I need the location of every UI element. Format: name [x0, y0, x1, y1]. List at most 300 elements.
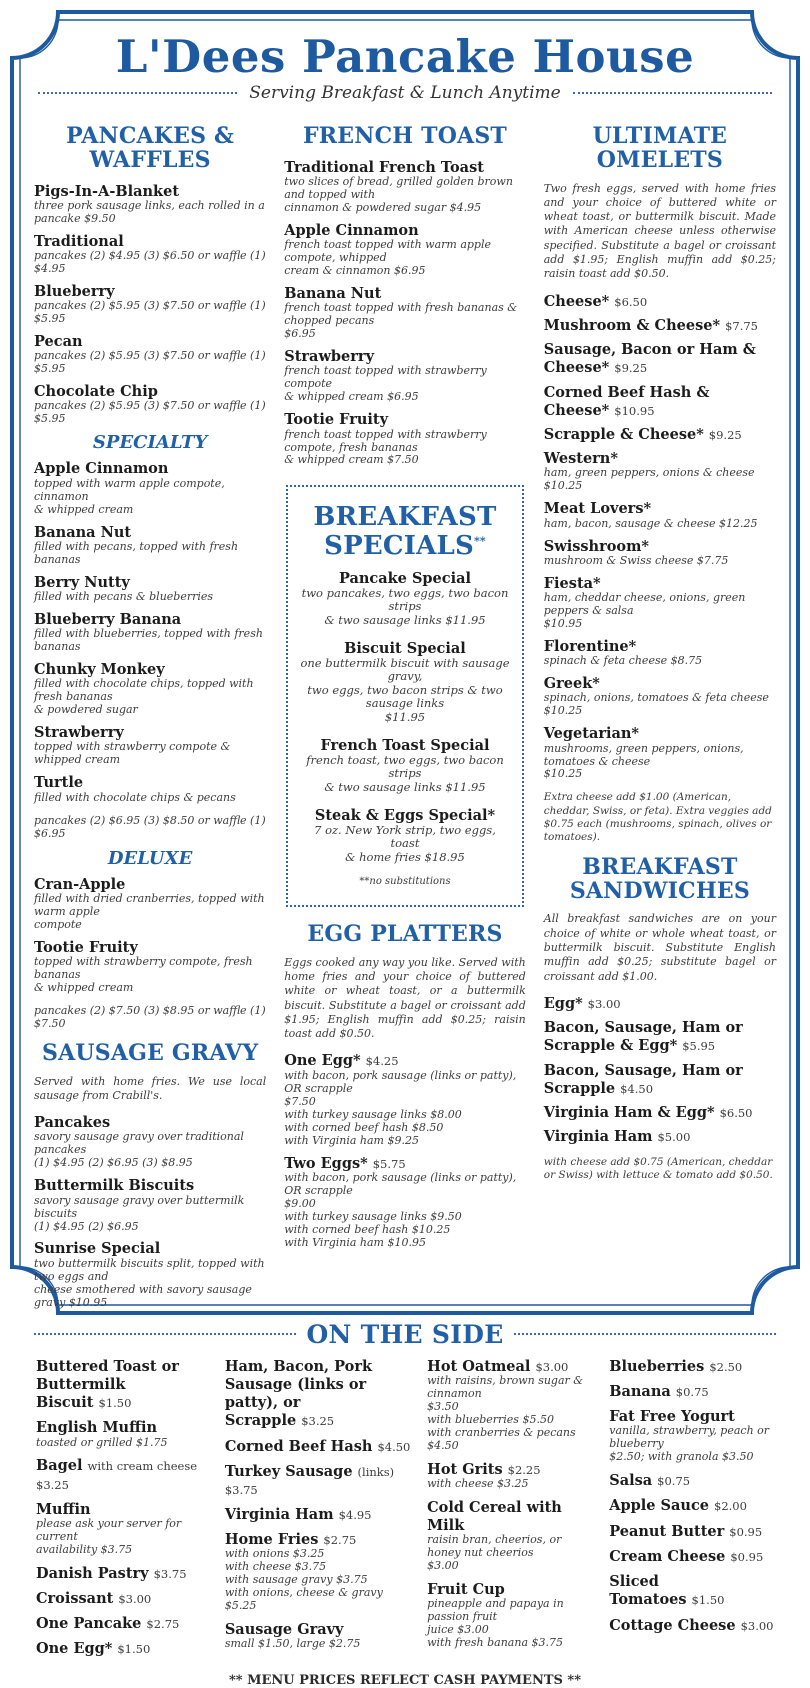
- item-name: Bacon, Sausage, Ham or Scrapple: [543, 1061, 743, 1097]
- item-name: Steak & Eggs Special*: [314, 806, 496, 824]
- menu-item: [609, 1357, 774, 1375]
- item-head: [284, 1154, 526, 1172]
- menu-item: [34, 523, 266, 567]
- item-description: topped with warm apple compote, cinnamon: [34, 476, 225, 503]
- item-price: $6.50: [719, 1106, 753, 1121]
- item-head: [609, 1471, 774, 1489]
- item-name: French Toast Special: [320, 736, 490, 754]
- section-intro: All breakfast sandwiches are on your choice of white or whole wheat toast, or buttermilk biscuit. Substitute English muffin add $0.25; substitute bagel or croissant add $1.00.: [543, 912, 776, 983]
- item-description: & two sausage links $11.95: [324, 612, 486, 627]
- item-price: $1.50: [691, 1593, 725, 1608]
- item-price: $3.00: [587, 996, 621, 1011]
- side-column-1: [36, 1357, 211, 1665]
- item-price: $3.25: [301, 1414, 335, 1429]
- menu-item: [609, 1572, 774, 1608]
- menu-item: [36, 1564, 211, 1582]
- item-head: [36, 1357, 211, 1412]
- section-note: pancakes (2) $6.95 (3) $8.50 or waffle (1) $6.95: [34, 813, 266, 840]
- item-head: [34, 875, 266, 893]
- item-head: [300, 569, 510, 587]
- item-head: [34, 1239, 266, 1257]
- menu-item: [427, 1357, 595, 1453]
- menu-item: [36, 1589, 211, 1607]
- menu-section-breakfast-sandwiches: [543, 853, 776, 1182]
- item-price: $3.00: [535, 1359, 569, 1374]
- menu-item: [544, 1103, 776, 1121]
- item-head: [284, 221, 526, 239]
- item-head: [544, 1127, 776, 1145]
- menu-section-breakfast-specials: [286, 485, 524, 906]
- item-price: $4.25: [365, 1054, 399, 1069]
- item-name: Traditional: [34, 232, 124, 250]
- item-name: Apple Cinnamon: [34, 460, 169, 478]
- item-head: [34, 459, 266, 477]
- item-description: cheese smothered with savory sausage gravy $10.95: [34, 1282, 252, 1309]
- item-head: [36, 1589, 211, 1607]
- item-head: [225, 1620, 413, 1638]
- item-name: Western*: [543, 450, 618, 468]
- item-description: mushrooms, green peppers, onions, tomatoes & cheese: [543, 741, 744, 768]
- side-column-4: [609, 1357, 774, 1665]
- menu-item: [300, 736, 510, 795]
- item-head: [427, 1580, 595, 1598]
- item-name: Corned Beef Hash & Cheese*: [543, 383, 710, 419]
- item-description: french toast topped with strawberry compote, fresh bananas: [284, 427, 487, 454]
- item-description: ham, green peppers, onions & cheese $10.25: [543, 466, 755, 493]
- item-name: Sausage, Bacon or Ham & Cheese*: [543, 341, 756, 377]
- item-description: filled with pecans, topped with fresh bananas: [34, 539, 239, 566]
- item-description: with Virginia ham $9.25: [284, 1133, 419, 1147]
- menu-item: [36, 1418, 211, 1449]
- menu-item: [427, 1580, 595, 1650]
- menu-column-right: [544, 113, 776, 1316]
- menu-item: [34, 1239, 266, 1309]
- menu-section-ultimate-omelets: [544, 125, 776, 844]
- item-head: [34, 332, 266, 350]
- item-description: cream & cinnamon $6.95: [284, 264, 426, 278]
- item-price: $3.00: [740, 1618, 774, 1633]
- item-head: [544, 537, 776, 555]
- menu-item: [34, 332, 266, 376]
- dotted-rule-left: [34, 1333, 296, 1335]
- item-head: [225, 1505, 413, 1523]
- item-head: [34, 610, 266, 628]
- menu-item: [34, 573, 266, 604]
- item-price: $7.75: [725, 318, 759, 333]
- item-description: $3.50: [427, 1399, 459, 1413]
- item-head: [34, 282, 266, 300]
- menu-item: [300, 639, 510, 725]
- menu-item: [544, 724, 776, 781]
- item-description: availability $3.75: [36, 1542, 133, 1556]
- item-name: Ham, Bacon, Pork Sausage (links or patty), or Scrapple: [224, 1357, 373, 1430]
- item-name: Pancake Special: [338, 569, 472, 587]
- item-description: vanilla, strawberry, peach or blueberry: [609, 1424, 770, 1451]
- menu-item: [544, 1127, 776, 1145]
- item-description: topped with strawberry compote, fresh bananas: [34, 954, 253, 981]
- item-head: [609, 1522, 774, 1540]
- item-description: two eggs, two bacon strips & two sausage links: [307, 682, 503, 711]
- item-description: $7.50: [284, 1094, 316, 1108]
- item-description: juice $3.00: [427, 1623, 489, 1637]
- menu-item: [427, 1460, 595, 1491]
- item-name: Sausage Gravy: [224, 1621, 344, 1639]
- section-heading: SAUSAGE GRAVY: [42, 1039, 259, 1066]
- menu-item: [284, 284, 526, 341]
- item-description: filled with dried cranberries, topped with warm apple: [34, 891, 265, 918]
- item-head: [36, 1500, 211, 1518]
- menu-item: [544, 449, 776, 493]
- on-the-side-title-row: [34, 1320, 776, 1349]
- item-name: Cottage Cheese: [609, 1616, 736, 1634]
- item-name: Fruit Cup: [427, 1581, 505, 1599]
- item-description: filled with chocolate chips, topped with fresh bananas: [34, 677, 254, 704]
- section-footnote: **no substitutions: [359, 876, 451, 888]
- menu-section-pancakes-waffles: [34, 125, 266, 426]
- item-head: [609, 1407, 774, 1425]
- section-heading: EGG PLATTERS: [307, 920, 503, 947]
- item-price: (links) $3.75: [224, 1464, 395, 1497]
- item-name: Pancakes: [34, 1114, 111, 1132]
- item-name: Virginia Ham: [224, 1505, 334, 1523]
- item-name: Florentine*: [543, 637, 637, 655]
- item-head: [609, 1357, 774, 1375]
- item-head: [284, 347, 526, 365]
- menu-item: [544, 340, 776, 376]
- item-price: $10.95: [614, 403, 655, 418]
- item-head: [544, 499, 776, 517]
- item-head: [34, 1113, 266, 1131]
- item-name: One Egg*: [36, 1640, 113, 1658]
- item-name: Cold Cereal with Milk: [427, 1498, 562, 1535]
- item-name: Peanut Butter: [609, 1522, 725, 1540]
- item-price: $0.95: [730, 1549, 764, 1564]
- page-title: L'Dees Pancake House: [115, 30, 695, 83]
- item-name: Pecan: [34, 333, 83, 351]
- item-head: [284, 284, 526, 302]
- item-head: [609, 1382, 774, 1400]
- item-description: with sausage gravy $3.75: [224, 1573, 368, 1587]
- item-description: & whipped cream $6.95: [284, 390, 419, 404]
- item-head: [34, 660, 266, 678]
- item-price: $3.00: [118, 1592, 152, 1606]
- item-head: [34, 723, 266, 741]
- item-head: [225, 1530, 413, 1548]
- item-description: french toast, two eggs, two bacon strips: [306, 752, 504, 781]
- section-footnote: with cheese add $0.75 (American, cheddar or Swiss) with lettuce & tomato add $0.50.: [543, 1155, 773, 1181]
- item-description: raisin bran, cheerios, or honey nut cheerios: [427, 1533, 562, 1560]
- menu-item: [544, 674, 776, 718]
- menu-item: [34, 1113, 266, 1170]
- menu-item: [225, 1357, 413, 1430]
- item-description: please ask your server for current: [36, 1516, 182, 1543]
- item-description: two buttermilk biscuits split, topped with two eggs and: [34, 1256, 265, 1283]
- item-description: 7 oz. New York strip, two eggs, toast: [314, 822, 496, 851]
- item-description: (1) $4.95 (2) $6.95: [34, 1219, 139, 1233]
- item-head: [609, 1496, 774, 1514]
- menu-item: [609, 1547, 774, 1565]
- item-name: Croissant: [36, 1590, 114, 1607]
- section-heading: BREAKFAST SPECIALS**: [313, 502, 497, 561]
- menu-item: [34, 232, 266, 276]
- menu-item: [284, 410, 526, 467]
- item-description: topped with strawberry compote & whipped cream: [34, 740, 231, 767]
- item-head: [609, 1572, 774, 1608]
- item-name: Banana Nut: [284, 285, 382, 303]
- section-intro: Served with home fries. We use local sausage from Crabill's.: [34, 1074, 267, 1102]
- item-head: [544, 1103, 776, 1121]
- item-description: with bacon, pork sausage (links or patty), OR scrapple: [284, 1170, 517, 1197]
- item-description: french toast topped with warm apple compote, whipped: [284, 238, 491, 265]
- item-head: [544, 292, 776, 310]
- item-name: Strawberry: [34, 724, 124, 742]
- item-name: Berry Nutty: [34, 573, 130, 591]
- item-description: ham, cheddar cheese, onions, green peppers & salsa: [543, 591, 746, 617]
- item-name: Hot Grits: [427, 1460, 503, 1478]
- item-description: (1) $4.95 (2) $6.95 (3) $8.95: [34, 1156, 193, 1170]
- menu-item: [34, 382, 266, 426]
- item-description: two pancakes, two eggs, two bacon strips: [301, 585, 509, 614]
- item-name: Fiesta*: [543, 574, 601, 592]
- item-description: filled with pecans & blueberries: [34, 589, 214, 603]
- item-description: & two sausage links $11.95: [324, 779, 486, 794]
- item-description: with corned beef hash $8.50: [284, 1120, 444, 1134]
- menu-item: [225, 1530, 413, 1613]
- menu-item: [544, 537, 776, 568]
- item-head: [34, 773, 266, 791]
- menu-item: [34, 660, 266, 717]
- item-head: [544, 724, 776, 742]
- item-head: [300, 639, 510, 657]
- item-head: [36, 1418, 211, 1436]
- item-description: compote: [34, 917, 82, 931]
- item-head: [34, 382, 266, 400]
- item-description: pancakes (2) $4.95 (3) $6.50 or waffle (1) $4.95: [34, 248, 266, 275]
- item-name: Swisshroom*: [543, 537, 649, 555]
- item-description: with cheese $3.25: [427, 1476, 529, 1490]
- menu-item: [34, 610, 266, 654]
- section-heading: FRENCH TOAST: [302, 123, 507, 149]
- menu-section-deluxe: [34, 848, 266, 1030]
- item-name: Hot Oatmeal: [427, 1357, 531, 1375]
- item-name: Virginia Ham & Egg*: [543, 1104, 715, 1122]
- item-head: [34, 938, 266, 956]
- item-name: One Pancake: [36, 1615, 142, 1633]
- item-description: cinnamon & powdered sugar $4.95: [284, 200, 482, 214]
- menu-item: [609, 1382, 774, 1400]
- item-name: Cran-Apple: [34, 875, 126, 893]
- menu-item: [544, 316, 776, 334]
- section-intro: Two fresh eggs, served with home fries and your choice of buttered white or wheat toast, or buttermilk biscuit. Made with American cheese unless otherwise specified. Substitute a bagel or croissant add $1.95; English muffin add $0.25; raisin toast add $0.50.: [543, 181, 776, 281]
- menu-item: [300, 806, 510, 865]
- item-price: $0.95: [729, 1524, 763, 1539]
- item-price: $5.95: [682, 1039, 716, 1054]
- item-name: Biscuit Special: [344, 639, 466, 657]
- side-column-2: [225, 1357, 413, 1665]
- item-description: ham, bacon, sausage & cheese $12.25: [543, 516, 758, 530]
- item-name: Blueberry Banana: [34, 610, 182, 628]
- subtitle-row: [38, 83, 772, 103]
- item-description: with cranberries & pecans $4.50: [427, 1425, 576, 1452]
- item-price: $1.50: [117, 1642, 151, 1657]
- dotted-rule-right: [573, 92, 772, 94]
- item-price: $2.75: [323, 1533, 357, 1548]
- item-description: savory sausage gravy over buttermilk biscuits: [34, 1193, 245, 1220]
- item-description: savory sausage gravy over traditional pancakes: [34, 1130, 244, 1157]
- menu-item: [544, 383, 776, 419]
- menu-item: [225, 1620, 413, 1651]
- item-price: $1.50: [98, 1396, 132, 1411]
- section-note: pancakes (2) $7.50 (3) $8.95 or waffle (1) $7.50: [34, 1003, 266, 1030]
- item-name: Turkey Sausage: [224, 1462, 353, 1480]
- item-price: with cream cheese $3.25: [36, 1459, 198, 1492]
- item-head: [544, 674, 776, 692]
- menu-item: [609, 1522, 774, 1540]
- item-price: $5.00: [657, 1130, 691, 1145]
- section-subheading: DELUXE: [107, 847, 193, 869]
- menu-item: [609, 1496, 774, 1514]
- item-description: toasted or grilled $1.75: [36, 1435, 168, 1449]
- item-price: $4.50: [377, 1439, 411, 1454]
- item-head: [36, 1614, 211, 1632]
- item-price: $2.75: [146, 1617, 180, 1632]
- item-description: with fresh banana $3.75: [427, 1636, 563, 1650]
- item-description: small $1.50, large $2.75: [224, 1637, 361, 1651]
- item-name: Danish Pastry: [36, 1564, 149, 1582]
- menu-column-left: [34, 113, 266, 1316]
- item-description: $3.00: [427, 1559, 459, 1573]
- item-head: [427, 1498, 595, 1534]
- item-name: Banana Nut: [34, 523, 132, 541]
- item-price: $4.95: [338, 1507, 372, 1522]
- item-name: Chunky Monkey: [34, 661, 165, 679]
- menu-item: [34, 282, 266, 326]
- item-head: [544, 425, 776, 443]
- item-price: $0.75: [675, 1384, 709, 1399]
- item-name: Tootie Fruity: [34, 938, 138, 956]
- item-description: filled with chocolate chips & pecans: [34, 790, 236, 804]
- item-description: with onions, cheese & gravy $5.25: [224, 1586, 383, 1613]
- item-name: Traditional French Toast: [284, 158, 484, 176]
- item-name: Sunrise Special: [34, 1240, 161, 1258]
- menu-column-center: [284, 113, 526, 1316]
- item-description: & whipped cream: [34, 980, 134, 994]
- item-head: [34, 232, 266, 250]
- page-subtitle: Serving Breakfast & Lunch Anytime: [249, 83, 561, 103]
- item-head: [300, 736, 510, 754]
- item-name: Blueberries: [609, 1357, 705, 1375]
- item-head: [36, 1564, 211, 1582]
- item-description: $2.50; with granola $3.50: [609, 1450, 754, 1464]
- menu-item: [225, 1462, 413, 1498]
- item-description: one buttermilk biscuit with sausage gravy,: [300, 655, 510, 684]
- item-head: [427, 1460, 595, 1478]
- menu-item: [300, 569, 510, 628]
- item-name: Two Eggs*: [284, 1154, 368, 1172]
- menu-item: [34, 459, 266, 516]
- on-the-side-title: ON THE SIDE: [306, 1319, 504, 1349]
- item-name: Egg*: [543, 994, 583, 1012]
- item-head: [284, 410, 526, 428]
- menu-section-egg-platters: [284, 920, 526, 1250]
- item-name: Banana: [609, 1382, 671, 1400]
- item-description: with onions $3.25: [224, 1547, 325, 1561]
- item-head: [225, 1357, 413, 1430]
- menu-item: [544, 425, 776, 443]
- item-description: three pork sausage links, each rolled in a pancake $9.50: [34, 198, 265, 225]
- menu-item: [284, 1154, 526, 1250]
- item-head: [427, 1357, 595, 1375]
- menu-item: [609, 1407, 774, 1464]
- menu-item: [609, 1616, 774, 1634]
- item-description: french toast topped with fresh bananas & chopped pecans: [284, 301, 518, 328]
- item-description: & whipped cream $7.50: [284, 453, 419, 467]
- item-name: Scrapple & Cheese*: [543, 425, 704, 443]
- item-description: $11.95: [384, 710, 426, 725]
- item-name: Vegetarian*: [543, 725, 640, 743]
- section-heading: BREAKFAST SANDWICHES: [569, 853, 750, 904]
- on-the-side-section: [34, 1320, 776, 1667]
- menu-item: [284, 158, 526, 215]
- item-name: Tootie Fruity: [284, 411, 389, 429]
- item-head: [544, 340, 776, 376]
- item-head: [609, 1616, 774, 1634]
- item-price: $4.50: [620, 1081, 654, 1096]
- item-name: Cheese*: [543, 292, 610, 310]
- item-head: [225, 1437, 413, 1455]
- item-head: [34, 573, 266, 591]
- menu-item: [34, 1176, 266, 1233]
- item-description: spinach & feta cheese $8.75: [543, 654, 703, 668]
- item-description: pineapple and papaya in passion fruit: [427, 1597, 564, 1624]
- item-description: two slices of bread, grilled golden brown and topped with: [284, 174, 513, 201]
- item-description: with corned beef hash $10.25: [284, 1222, 451, 1236]
- item-name: Cream Cheese: [609, 1547, 726, 1565]
- menu-item: [36, 1500, 211, 1557]
- section-heading: ULTIMATE OMELETS: [592, 123, 728, 173]
- item-name: Buttered Toast or Buttermilk Biscuit: [36, 1357, 179, 1412]
- item-head: [544, 637, 776, 655]
- item-description: with turkey sausage links $8.00: [284, 1107, 462, 1121]
- item-name: Bagel: [36, 1457, 83, 1475]
- item-price: $6.50: [614, 294, 648, 309]
- item-head: [544, 449, 776, 467]
- menu-item: [225, 1505, 413, 1523]
- item-name: Home Fries: [224, 1531, 319, 1549]
- item-name: Strawberry: [284, 348, 374, 366]
- item-description: with blueberries $5.50: [427, 1412, 554, 1426]
- item-description: $9.00: [284, 1196, 316, 1210]
- item-price: $9.25: [614, 361, 648, 376]
- section-heading: PANCAKES & WAFFLES: [66, 123, 235, 173]
- item-name: Mushroom & Cheese*: [543, 316, 721, 334]
- item-name: Bacon, Sausage, Ham or Scrapple & Egg*: [543, 1019, 743, 1055]
- menu-item: [34, 875, 266, 932]
- item-head: [544, 1061, 776, 1097]
- menu-item: [544, 292, 776, 310]
- menu-item: [34, 182, 266, 226]
- item-head: [544, 994, 776, 1012]
- item-description: pancakes (2) $5.95 (3) $7.50 or waffle (1) $5.95: [34, 349, 266, 376]
- item-name: Buttermilk Biscuits: [34, 1177, 195, 1195]
- item-head: [284, 1051, 526, 1069]
- item-description: $10.25: [543, 767, 583, 781]
- menu-item: [225, 1437, 413, 1455]
- menu-item: [36, 1456, 211, 1492]
- menu-item: [544, 994, 776, 1012]
- item-name: One Egg*: [284, 1052, 361, 1070]
- item-description: pancakes (2) $5.95 (3) $7.50 or waffle (1) $5.95: [34, 399, 266, 426]
